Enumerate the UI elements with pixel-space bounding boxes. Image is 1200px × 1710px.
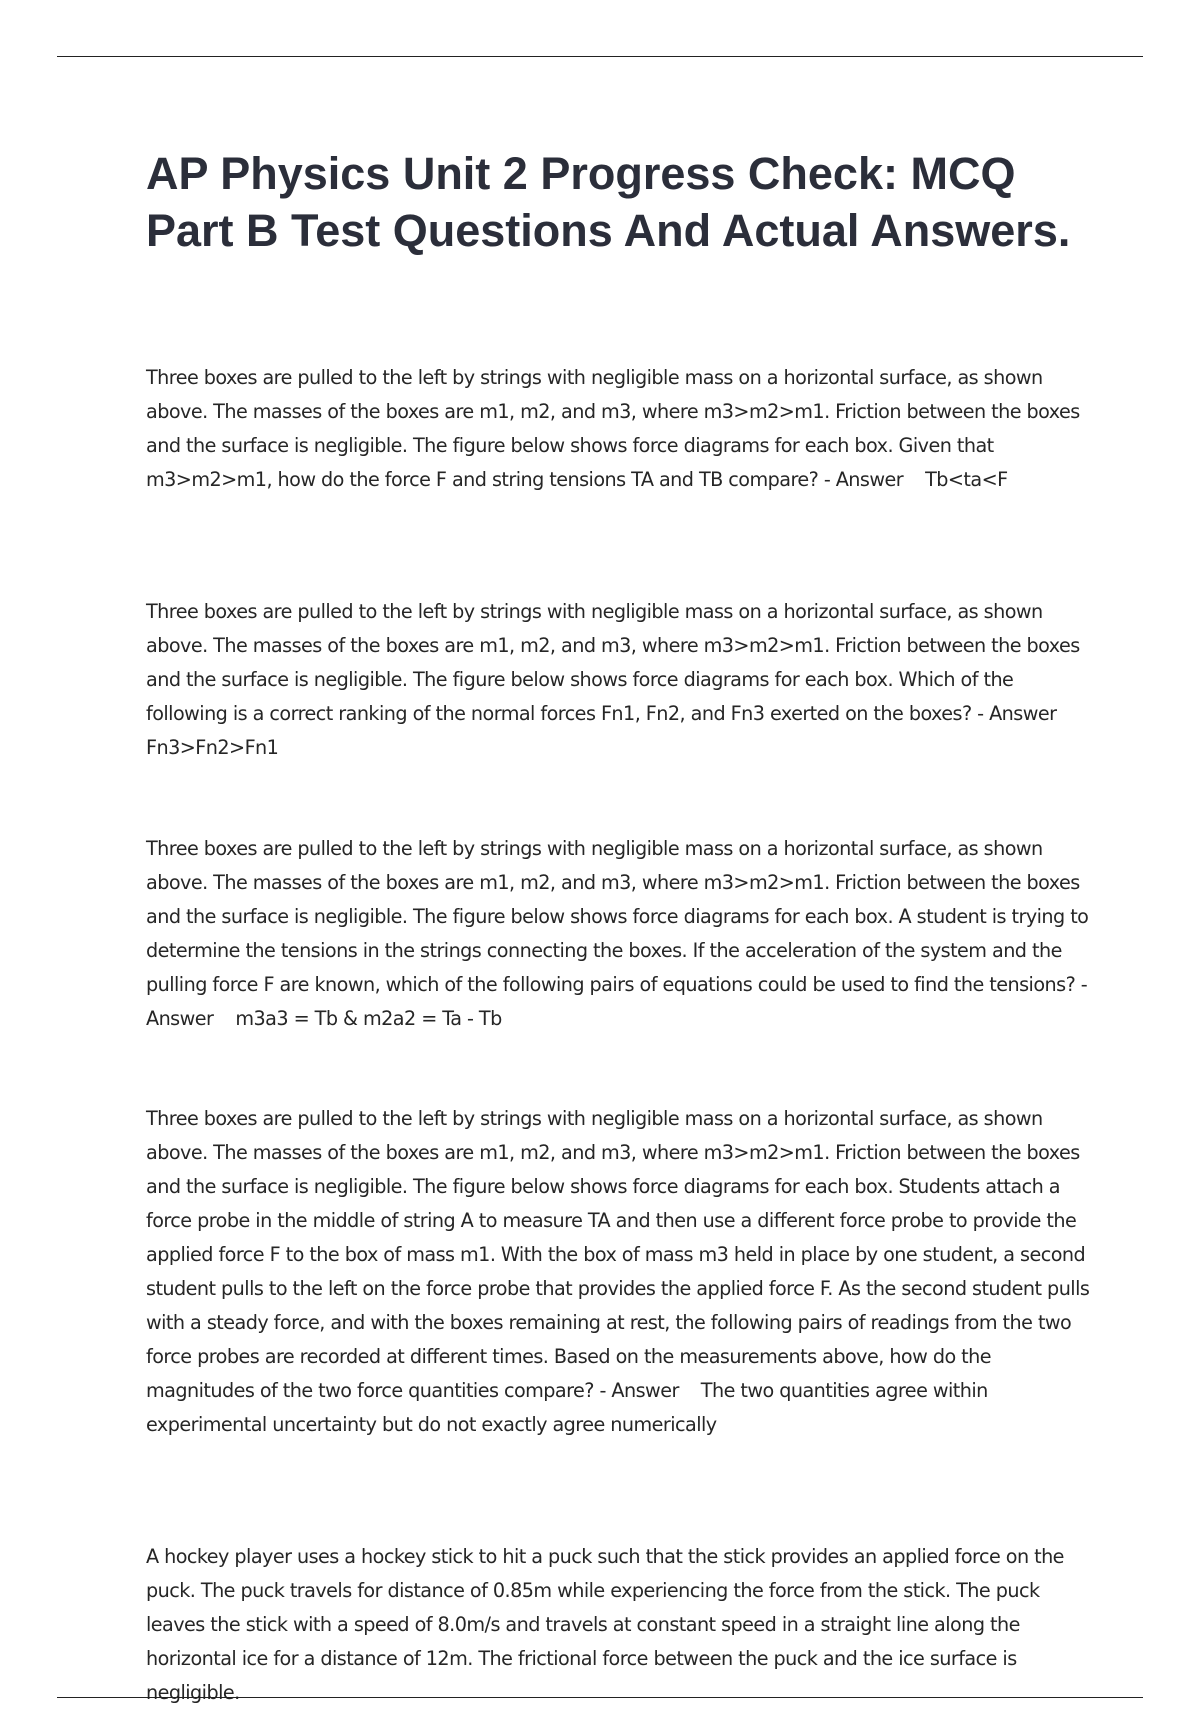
- question-block: [146, 361, 1096, 497]
- question-text: Three boxes are pulled to the left by strings with negligible mass on a horizontal surface, as shown above. The masses of the boxes are m1, m2, and m3, where m3>m2>m1. Friction between the boxes and the surface is negligible. The figure below shows force diagrams for each box. Students attach a force probe in the middle of string A to measure TA and then use a different force probe to provide the applied force F to the box of mass m1. With the box of mass m3 held in place by one student, a second student pulls to the left on the force probe that provides the applied force F. As the second student pulls with a steady force, and with the boxes remaining at rest, the following pairs of readings from the two force probes are recorded at different times. Based on the measurements above, how do the magnitudes of the two force quantities compare?: [146, 1107, 1090, 1402]
- question-block-partial: [146, 1540, 1096, 1710]
- question-text: A hockey player uses a hockey stick to hit a puck such that the stick provides an applied force on the puck. The puck travels for distance of 0.85m while experiencing the force from the stick. The puck leaves the stick with a speed of 8.0m/s and travels at constant speed in a straight line along the horizontal ice for a distance of 12m. The frictional force between the puck and the ice surface is negligible.: [146, 1545, 1064, 1704]
- page-title: AP Physics Unit 2 Progress Check: MCQ Part B Test Questions And Actual Answers.: [146, 148, 1071, 256]
- top-divider: [57, 56, 1143, 57]
- question-block: [146, 832, 1096, 1036]
- question-text: Three boxes are pulled to the left by strings with negligible mass on a horizontal surface, as shown above. The masses of the boxes are m1, m2, and m3, where m3>m2>m1. Friction between the boxes and the surface is negligible. The figure below shows force diagrams for each box. Given that m3>m2>m1, how do the force F and string tensions TA and TB compare?: [146, 366, 1080, 491]
- question-text: Three boxes are pulled to the left by strings with negligible mass on a horizontal surface, as shown above. The masses of the boxes are m1, m2, and m3, where m3>m2>m1. Friction between the boxes and the surface is negligible. The figure below shows force diagrams for each box. Which of the following is a correct ranking of the normal forces Fn1, Fn2, and Fn3 exerted on the boxes?: [146, 600, 1080, 725]
- answer-marker: - Answer: [599, 1379, 679, 1402]
- answer-text: Fn3>Fn2>Fn1: [146, 736, 279, 759]
- answer-text: The two quantities agree within experimental uncertainty but do not exactly agree numerically: [146, 1379, 988, 1436]
- bottom-divider: [57, 1697, 1143, 1698]
- answer-text: m3a3 = Tb & m2a2 = Ta - Tb: [235, 1007, 502, 1030]
- question-block: [146, 1102, 1096, 1442]
- answer-text: Tb<ta<F: [925, 468, 1008, 491]
- question-text: Three boxes are pulled to the left by strings with negligible mass on a horizontal surface, as shown above. The masses of the boxes are m1, m2, and m3, where m3>m2>m1. Friction between the boxes and the surface is negligible. The figure below shows force diagrams for each box. A student is trying to determine the tensions in the strings connecting the boxes. If the acceleration of the system and the pulling force F are known, which of the following pairs of equations could be used to find the tensions?: [146, 837, 1089, 996]
- answer-marker: - Answer: [977, 702, 1057, 725]
- question-block: [146, 595, 1096, 765]
- answer-marker: - Answer: [823, 468, 904, 491]
- answer-marker: - Answer: [146, 973, 1088, 1030]
